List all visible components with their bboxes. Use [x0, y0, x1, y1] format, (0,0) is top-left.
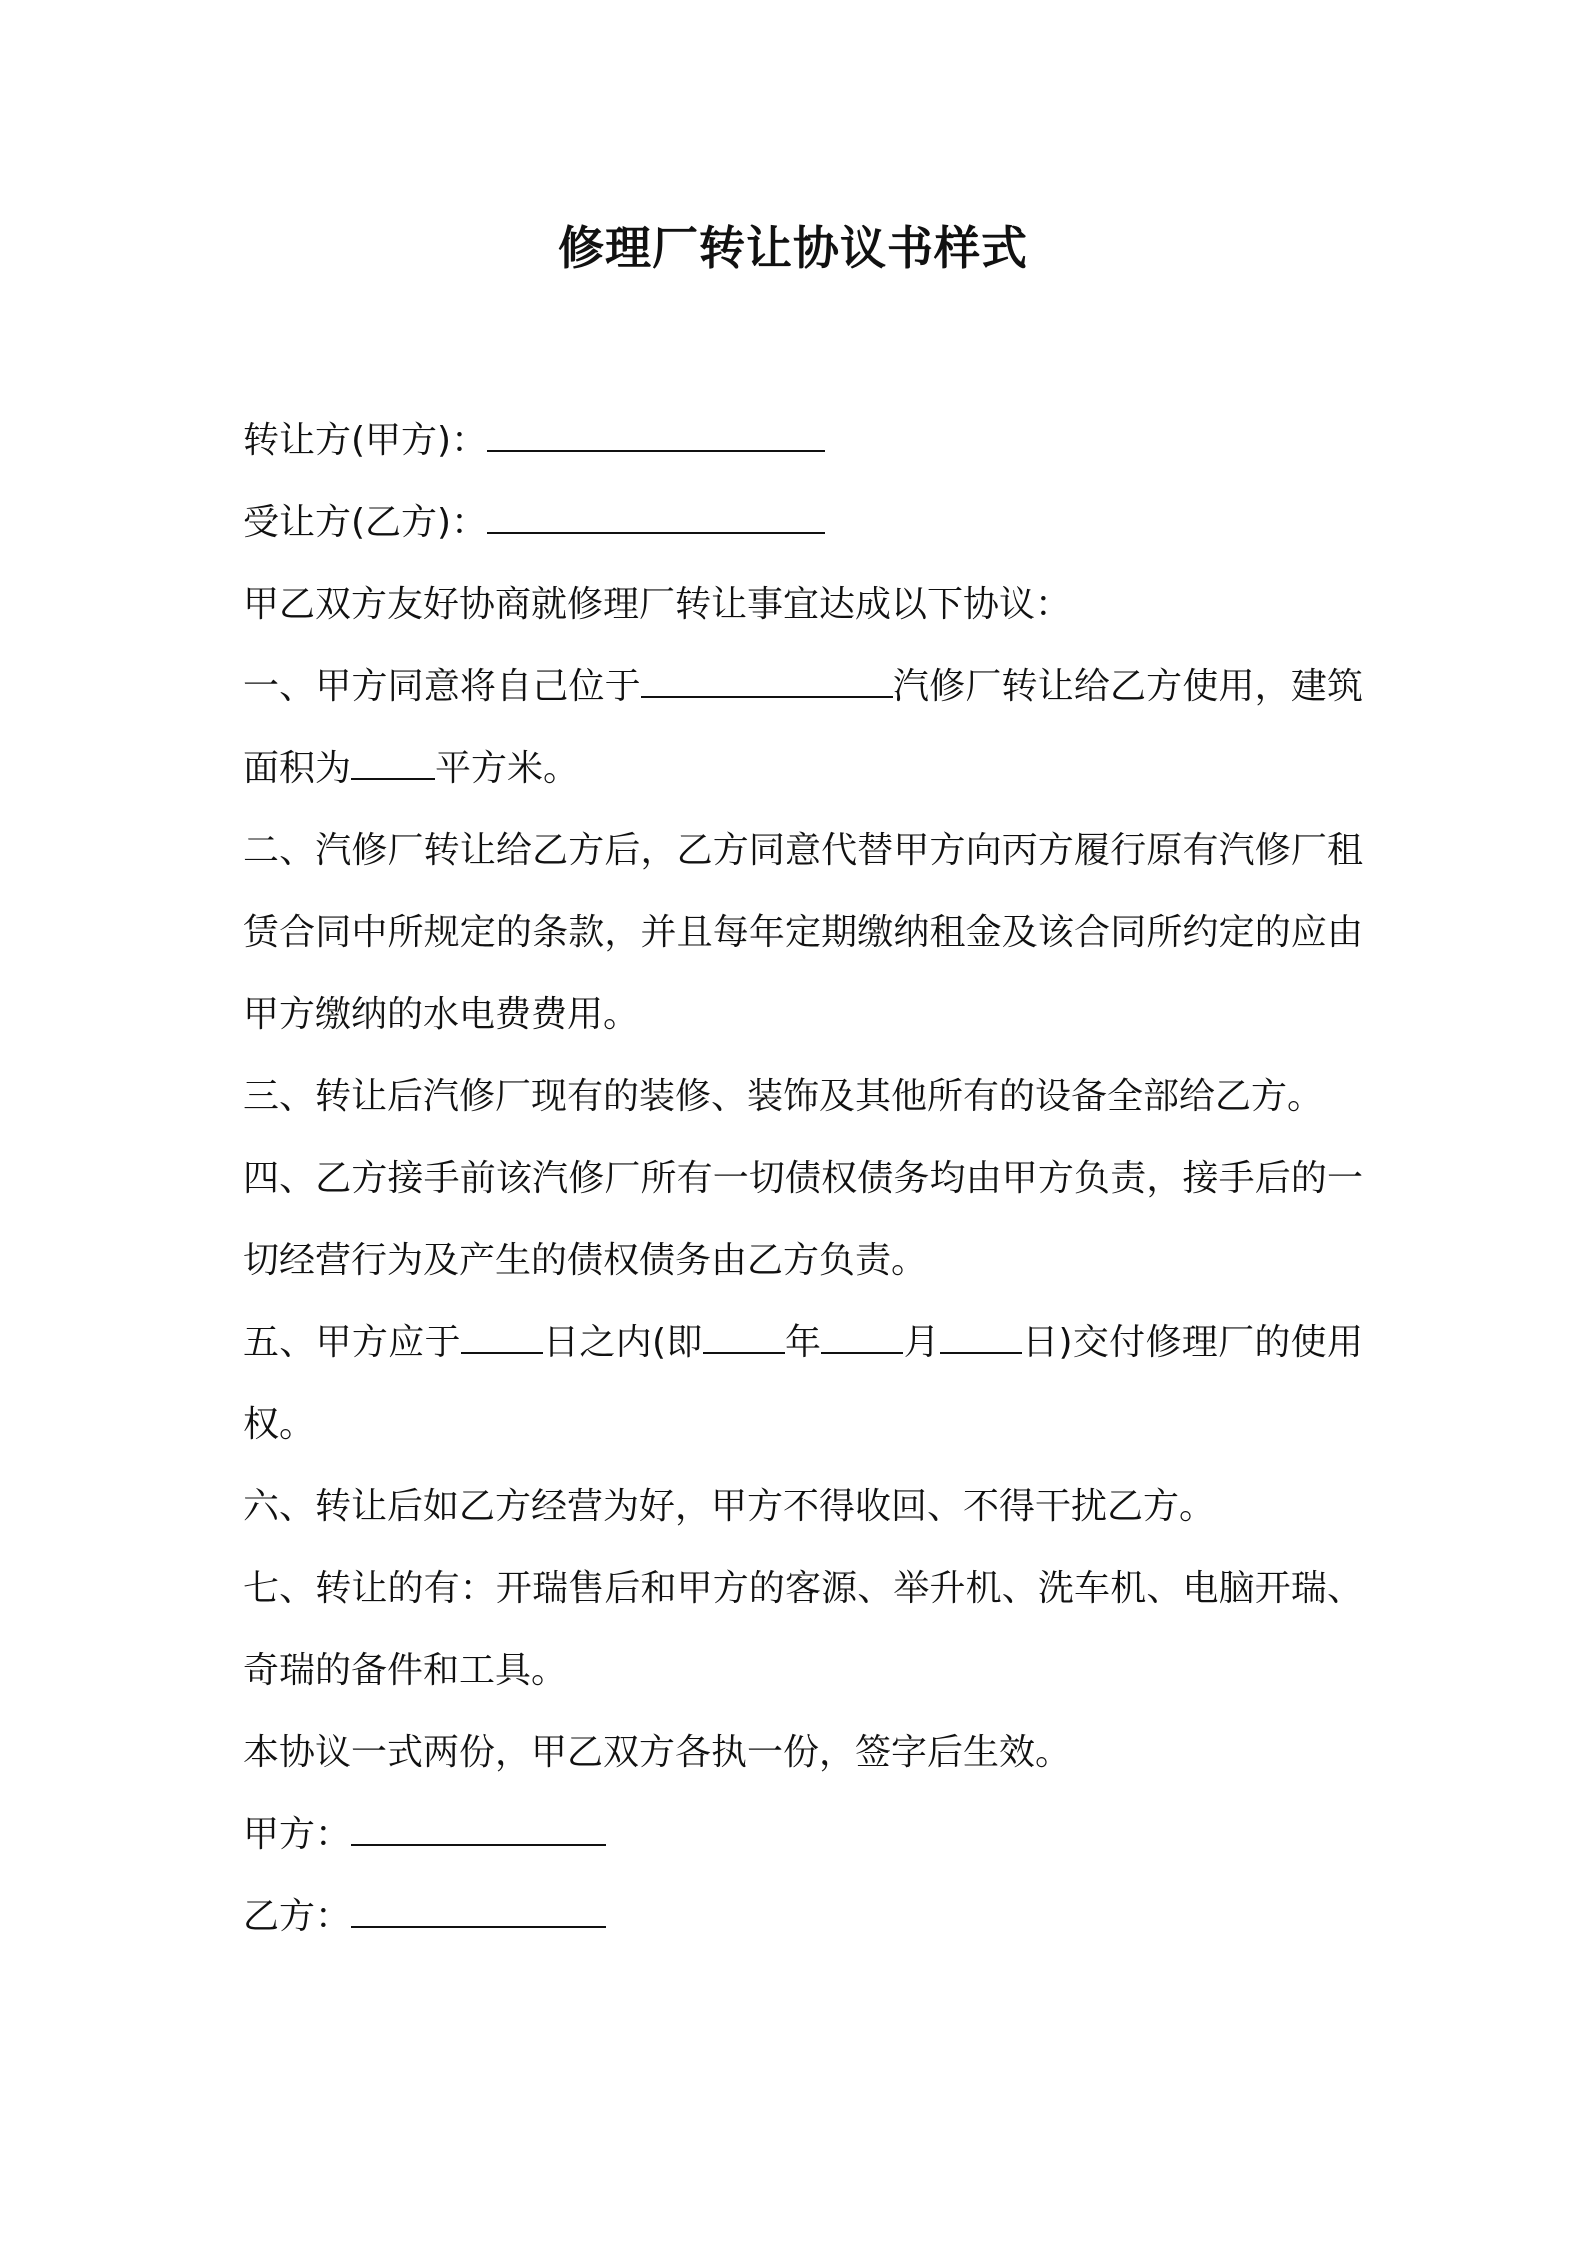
clause-3: 三、转让后汽修厂现有的装修、装饰及其他所有的设备全部给乙方。	[243, 1076, 1324, 1117]
party-a-line	[243, 400, 1363, 482]
clause-1-text-b: 汽修厂转让给乙方使用，建筑面积为	[243, 666, 1363, 789]
party-a-blank[interactable]	[487, 416, 825, 452]
clause-1-text-a: 一、甲方同意将自己位于	[243, 666, 641, 707]
month-blank[interactable]	[821, 1318, 903, 1354]
document-title: 修理厂转让协议书样式	[558, 221, 1028, 275]
day-blank[interactable]	[940, 1318, 1022, 1354]
party-b-blank[interactable]	[487, 498, 825, 534]
clause-5-text-c: 年	[784, 1322, 822, 1363]
signature-b-line	[243, 1876, 1363, 1958]
clause-5-text-b: 日之内(即	[542, 1322, 703, 1363]
party-a-label: 转让方(甲方)：	[243, 420, 488, 461]
clause-2: 二、汽修厂转让给乙方后，乙方同意代替甲方向丙方履行原有汽修厂租赁合同中所规定的条款，并且每年定期缴纳租金及该合同所约定的应由甲方缴纳的水电费费用。	[243, 830, 1363, 1035]
clause-5-text-d: 月	[903, 1322, 940, 1363]
signature-a-line	[243, 1794, 1363, 1876]
clause-1-text-c: 平方米。	[435, 748, 580, 789]
signature-a-label: 甲方：	[243, 1814, 352, 1855]
clause-5-text-e: 日)交付修理厂的使用权。	[243, 1322, 1363, 1445]
document-body	[243, 400, 1363, 1958]
party-b-label: 受让方(乙方)：	[243, 502, 488, 543]
closing-paragraph: 本协议一式两份，甲乙双方各执一份，签字后生效。	[243, 1732, 1072, 1773]
clause-6: 六、转让后如乙方经营为好，甲方不得收回、不得干扰乙方。	[243, 1486, 1216, 1527]
intro-paragraph: 甲乙双方友好协商就修理厂转让事宜达成以下协议：	[243, 584, 1072, 625]
days-blank[interactable]	[461, 1318, 543, 1354]
party-b-line	[243, 482, 1363, 564]
area-blank[interactable]	[351, 744, 435, 780]
clause-4: 四、乙方接手前该汽修厂所有一切债权债务均由甲方负责，接手后的一切经营行为及产生的债权债务由乙方负责。	[243, 1158, 1363, 1281]
year-blank[interactable]	[703, 1318, 785, 1354]
clause-5	[243, 1302, 1363, 1466]
signature-a-blank[interactable]	[351, 1810, 606, 1846]
location-blank[interactable]	[641, 662, 893, 698]
clause-7: 七、转让的有：开瑞售后和甲方的客源、举升机、洗车机、电脑开瑞、奇瑞的备件和工具。	[243, 1568, 1363, 1691]
signature-b-label: 乙方：	[243, 1896, 352, 1937]
clause-5-text-a: 五、甲方应于	[243, 1322, 461, 1363]
clause-1	[243, 646, 1363, 810]
signature-b-blank[interactable]	[351, 1892, 606, 1928]
